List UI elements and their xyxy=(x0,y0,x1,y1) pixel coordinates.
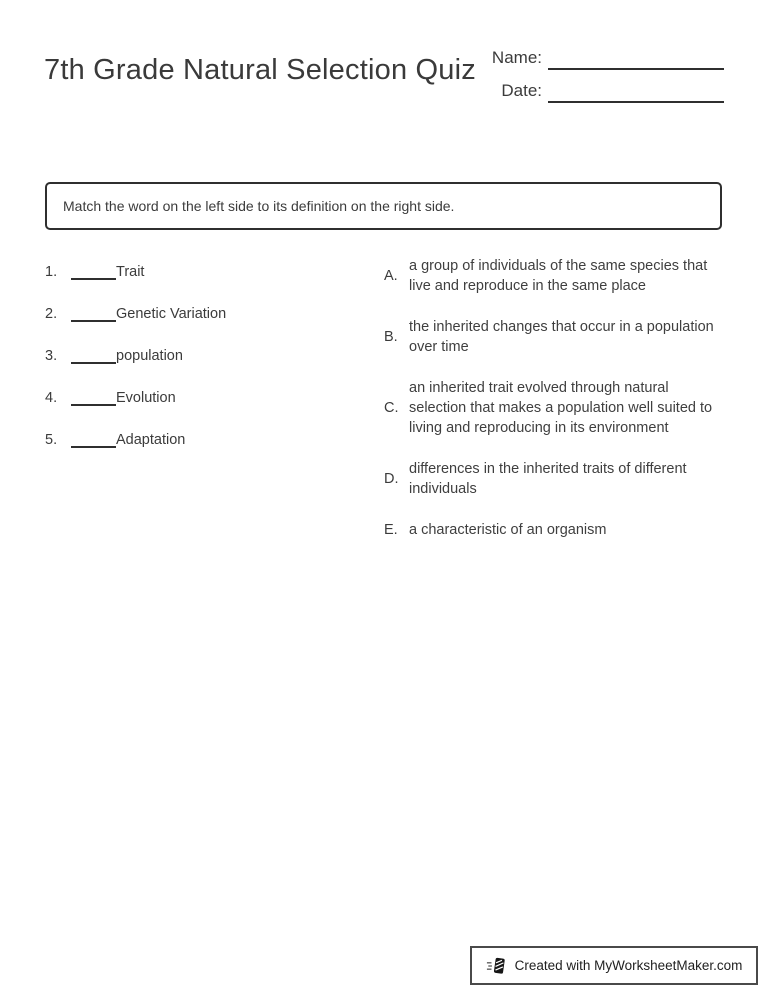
definition-item-b xyxy=(384,317,724,357)
word-number: 3. xyxy=(45,348,58,364)
instruction-box xyxy=(45,182,722,230)
definition-item-a xyxy=(384,256,724,296)
date-label: Date: xyxy=(501,81,542,100)
answer-blank-2[interactable] xyxy=(71,306,116,322)
definition-letter: A. xyxy=(384,268,398,284)
definition-letter: E. xyxy=(384,522,398,538)
word-label: Genetic Variation xyxy=(116,306,227,322)
word-item-3 xyxy=(45,344,365,364)
instruction-text: Match the word on the left side to its definition on the right side. xyxy=(63,198,455,214)
word-item-4 xyxy=(45,386,365,406)
word-item-5 xyxy=(45,428,365,448)
word-number: 4. xyxy=(45,390,58,406)
definition-item-d xyxy=(384,459,724,499)
word-list xyxy=(45,260,365,448)
word-number: 1. xyxy=(45,264,58,280)
answer-blank-4[interactable] xyxy=(71,390,116,406)
answer-blank-3[interactable] xyxy=(71,348,116,364)
name-label: Name: xyxy=(491,48,542,67)
definition-item-c xyxy=(384,378,724,438)
header-fields xyxy=(470,46,724,103)
word-number: 2. xyxy=(45,306,58,322)
name-field-row xyxy=(470,46,724,70)
footer-credit-badge[interactable] xyxy=(470,946,758,985)
definition-letter: B. xyxy=(384,329,398,345)
definition-text: a characteristic of an organism xyxy=(409,522,607,538)
definition-text: an inherited trait evolved through natural selection that makes a population well suited to living and reproducing in its environment xyxy=(409,380,713,436)
definition-text: the inherited changes that occur in a population over time xyxy=(409,319,714,355)
date-blank-line[interactable] xyxy=(548,79,724,103)
worksheet-maker-logo-icon xyxy=(486,955,508,977)
footer-credit-text: Created with MyWorksheetMaker.com xyxy=(514,958,743,973)
definition-text: differences in the inherited traits of different individuals xyxy=(409,461,687,497)
date-field-row xyxy=(470,79,724,103)
answer-blank-5[interactable] xyxy=(71,432,116,448)
answer-blank-1[interactable] xyxy=(71,264,116,280)
definition-letter: D. xyxy=(384,471,399,487)
name-blank-line[interactable] xyxy=(548,46,724,70)
page-title: 7th Grade Natural Selection Quiz xyxy=(44,54,476,86)
word-label: Adaptation xyxy=(116,432,186,448)
word-label: Trait xyxy=(116,264,145,280)
word-label: Evolution xyxy=(116,390,176,406)
definition-item-e xyxy=(384,520,724,540)
definition-text: a group of individuals of the same species that live and reproduce in the same place xyxy=(409,258,708,294)
word-label: population xyxy=(116,348,183,364)
definition-letter: C. xyxy=(384,400,399,416)
word-number: 5. xyxy=(45,432,58,448)
word-item-2 xyxy=(45,302,365,322)
definition-list xyxy=(384,256,724,540)
word-item-1 xyxy=(45,260,365,280)
